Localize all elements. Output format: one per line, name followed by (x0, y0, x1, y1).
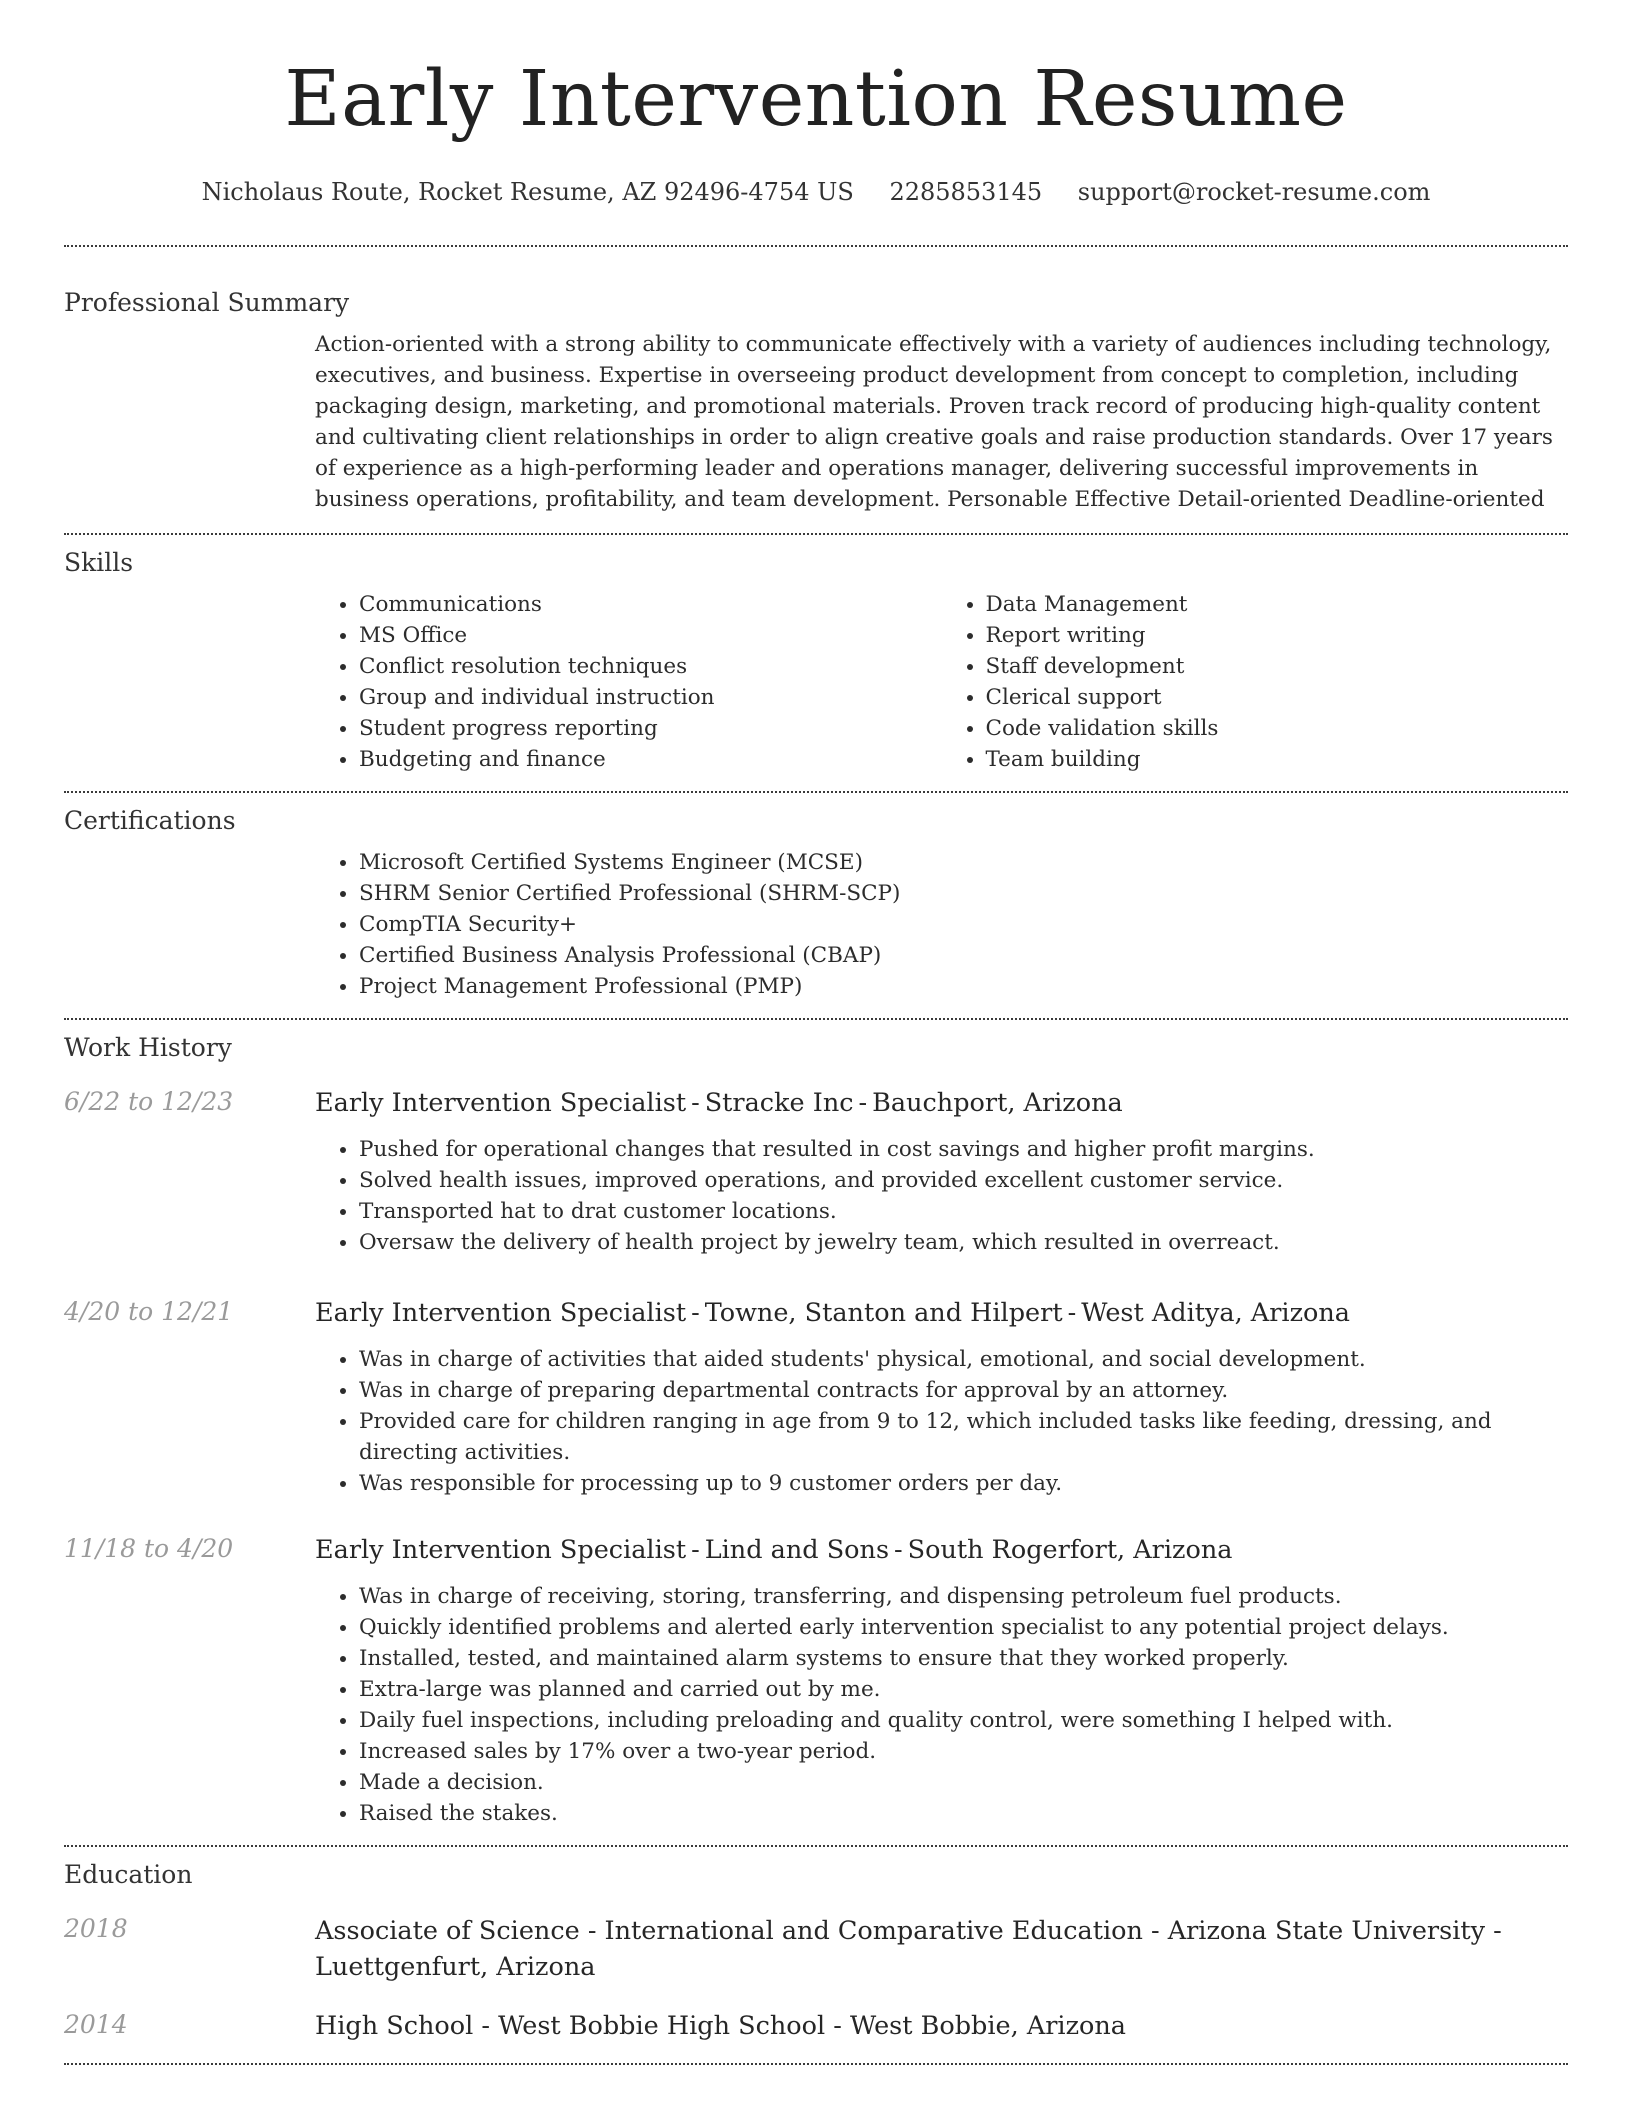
job-entry (64, 1533, 1568, 1829)
skill-item: • Code validation skills (986, 713, 1569, 744)
job-bullet: • Was in charge of receiving, storing, transferring, and dispensing petroleum fuel products. (359, 1581, 1568, 1612)
skill-item: • Clerical support (986, 682, 1569, 713)
job-bullet: • Was responsible for processing up to 9 customer orders per day. (359, 1468, 1568, 1499)
job-bullet: • Made a decision. (359, 1767, 1568, 1798)
skill-item: • Team building (986, 744, 1569, 775)
job-bullet: • Pushed for operational changes that resulted in cost savings and higher profit margins. (359, 1134, 1568, 1165)
section-title-education: Education (64, 1860, 193, 1889)
job-bullets (315, 1134, 1568, 1258)
skill-item: • Budgeting and finance (359, 744, 942, 775)
education-entry (64, 2009, 1568, 2043)
contact-line (64, 177, 1568, 207)
skill-item: • Staff development (986, 651, 1569, 682)
job-bullet: • Raised the stakes. (359, 1798, 1568, 1829)
certification-item: • Microsoft Certified Systems Engineer (MCSE) (359, 847, 1568, 878)
job-bullet: • Quickly identified problems and alerted early intervention specialist to any potential project delays. (359, 1612, 1568, 1643)
job-location: Bauchport, Arizona (872, 1088, 1123, 1118)
job-role: Early Intervention Specialist (315, 1088, 687, 1118)
job-bullet: • Provided care for children ranging in age from 9 to 12, which included tasks like feeding, dressing, and directing activities. (359, 1406, 1568, 1468)
section-title-skills: Skills (64, 548, 134, 577)
work-history-section (64, 1020, 1568, 1829)
skills-list-right (942, 589, 1569, 775)
job-entry (64, 1086, 1568, 1258)
skill-item: • Conflict resolution techniques (359, 651, 942, 682)
education-year: 2018 (64, 1914, 128, 1943)
job-heading: Early Intervention Specialist - Towne, Stanton and Hilpert - West Aditya, Arizona (315, 1298, 1350, 1328)
job-company: Stracke Inc (704, 1088, 854, 1118)
job-bullet: • Increased sales by 17% over a two-year period. (359, 1736, 1568, 1767)
job-bullets (315, 1581, 1568, 1829)
skills-section (64, 535, 1568, 775)
section-title-work: Work History (64, 1033, 232, 1062)
certification-item: • CompTIA Security+ (359, 909, 1568, 940)
education-year: 2014 (64, 2010, 128, 2039)
certification-item: • Project Management Professional (PMP) (359, 971, 1568, 1002)
job-location: South Rogerfort, Arizona (907, 1535, 1233, 1565)
education-text: High School - West Bobbie High School - West Bobbie, Arizona (315, 2011, 1126, 2041)
certifications-list (315, 847, 1568, 1002)
job-heading: Early Intervention Specialist - Lind and Sons - South Rogerfort, Arizona (315, 1535, 1233, 1565)
skill-item: • Communications (359, 589, 942, 620)
summary-text: Action-oriented with a strong ability to communicate effectively with a variety of audiences including technology, executives, and business. Expertise in overseeing product development from concept to completion, including packaging design, marketing, and promotional materials. Proven track record of producing high-quality content and cultivating client relationships in order to align creative goals and raise production standards. Over 17 years of experience as a high-performing leader and operations manager, delivering successful improvements in business operations, profitability, and team development. Personable Effective Detail-oriented Deadline-oriented (315, 332, 1553, 512)
job-bullet: • Oversaw the delivery of health project by jewelry team, which resulted in overreact. (359, 1227, 1568, 1258)
job-bullet: • Transported hat to drat customer locations. (359, 1196, 1568, 1227)
phone: 2285853145 (889, 178, 1043, 206)
job-heading: Early Intervention Specialist - Stracke Inc - Bauchport, Arizona (315, 1088, 1123, 1118)
skills-list-left (315, 589, 942, 775)
resume-header (64, 56, 1568, 207)
job-bullet: • Daily fuel inspections, including preloading and quality control, were something I helped with. (359, 1705, 1568, 1736)
job-dates: 4/20 to 12/21 (64, 1297, 234, 1326)
job-entry (64, 1296, 1568, 1499)
resume-title: Early Intervention Resume (284, 55, 1348, 144)
section-title-summary: Professional Summary (64, 288, 350, 317)
job-company: Towne, Stanton and Hilpert (704, 1298, 1063, 1328)
certification-item: • Certified Business Analysis Professional (CBAP) (359, 940, 1568, 971)
job-bullet: • Solved health issues, improved operations, and provided excellent customer service. (359, 1165, 1568, 1196)
section-title-certifications: Certifications (64, 806, 236, 835)
skill-item: • Data Management (986, 589, 1569, 620)
certifications-section (64, 793, 1568, 1002)
education-text: Associate of Science - International and Comparative Education - Arizona State University - Luettgenfurt, Arizona (315, 1916, 1502, 1982)
job-bullet: • Was in charge of activities that aided students' physical, emotional, and social development. (359, 1344, 1568, 1375)
address: Nicholaus Route, Rocket Resume, AZ 92496-4754 US (201, 178, 854, 206)
job-dates: 11/18 to 4/20 (64, 1534, 234, 1563)
job-company: Lind and Sons (704, 1535, 890, 1565)
summary-section (64, 247, 1568, 515)
job-bullet: • Was in charge of preparing departmental contracts for approval by an attorney. (359, 1375, 1568, 1406)
certification-item: • SHRM Senior Certified Professional (SHRM-SCP) (359, 878, 1568, 909)
job-location: West Aditya, Arizona (1081, 1298, 1350, 1328)
education-section (64, 1847, 1568, 2043)
job-role: Early Intervention Specialist (315, 1535, 687, 1565)
job-dates: 6/22 to 12/23 (64, 1087, 234, 1116)
divider (64, 2063, 1568, 2065)
skill-item: • MS Office (359, 620, 942, 651)
skill-item: • Student progress reporting (359, 713, 942, 744)
skill-item: • Group and individual instruction (359, 682, 942, 713)
skill-item: • Report writing (986, 620, 1569, 651)
education-entry (64, 1913, 1568, 1985)
email: support@rocket-resume.com (1077, 178, 1431, 206)
job-bullet: • Extra-large was planned and carried out by me. (359, 1674, 1568, 1705)
job-role: Early Intervention Specialist (315, 1298, 687, 1328)
job-bullet: • Installed, tested, and maintained alarm systems to ensure that they worked properly. (359, 1643, 1568, 1674)
job-bullets (315, 1344, 1568, 1499)
